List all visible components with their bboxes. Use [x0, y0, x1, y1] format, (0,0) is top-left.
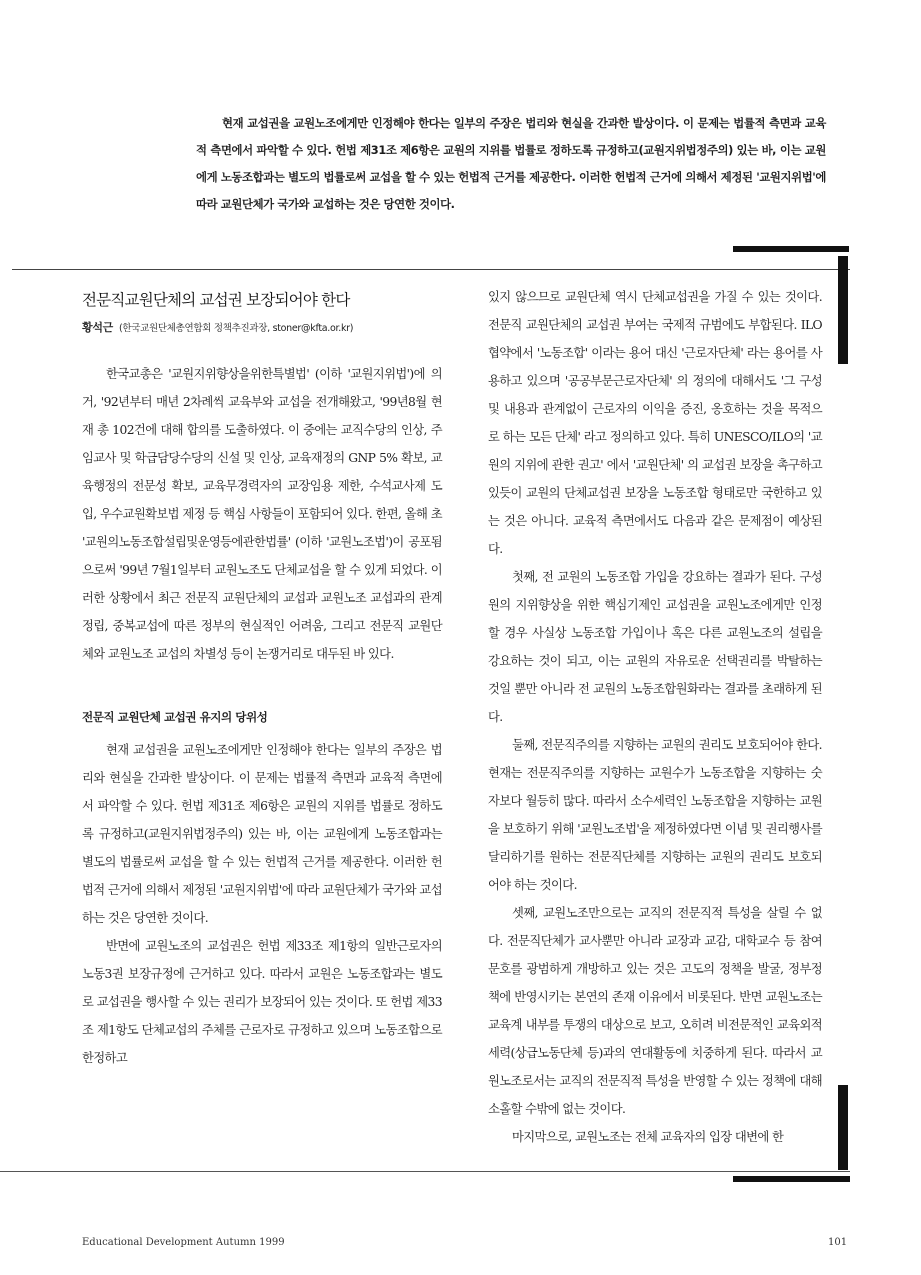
paragraph: 한국교총은 '교원지위향상을위한특별법' (이하 '교원지위법')에 의거, '92년부터 매년 2차례씩 교육부와 교섭을 전개해왔고, '99년8월 현재 총 102건에 대해 합의를 도출하였다. 이 중에는 교직수당의 인상, 주임교사 및 학급담당수당의 신설 및 인상, 교육재정의 GNP 5% 확보, 교육행정의 전문성 확보, 교육무경력자의 교장임용 제한, 수석교사제 도입, 우수교원확보법 제정 등 핵심 사항들이 포함되어 있다. 한편, 올해 초 '교원의노동조합설립및운영등에관한법률' (이하 '교원노조법')이 공포됨으로써 '99년 7월1일부터 교원노조도 단체교섭을 할 수 있게 되었다. 이러한 상황에서 최근 전문직 교원단체의 교섭과 교원노조 교섭과의 관계정립, 중복교섭에 따른 정부의 현실적인 어려움, 그리고 전문직 교원단체와 교원노조 교섭의 차별성 등이 논쟁거리로 대두된 바 있다. — [82, 367, 442, 661]
article-title: 전문직교원단체의 교섭권 보장되어야 한다 — [82, 291, 350, 309]
byline — [82, 319, 462, 335]
page-number: 101 — [828, 1237, 848, 1248]
publication-footer: Educational Development Autumn 1999 — [82, 1237, 285, 1248]
bottom-right-bar — [838, 1085, 848, 1170]
author-name: 황석근 — [82, 321, 113, 334]
top-right-bar — [838, 256, 848, 364]
paragraph: 현재 교섭권을 교원노조에게만 인정해야 한다는 일부의 주장은 법리와 현실을 간과한 발상이다. 이 문제는 법률적 측면과 교육적 측면에서 파악할 수 있다. 헌법 제31조 제6항은 교원의 지위를 법률로 정하도록 규정하고(교원지위법정주의) 있는 바, 이는 교원에게 노동조합과는 별도의 법률로써 교섭을 할 수 있는 헌법적 근거를 제공한다. 이러한 헌법적 근거에 의해서 제정된 '교원지위법'에 따라 교원단체가 국가와 교섭하는 것은 당연한 것이다. — [82, 743, 442, 925]
top-thick-rule — [733, 246, 849, 252]
top-rule — [12, 269, 850, 270]
bottom-rule — [0, 1171, 850, 1172]
paragraph: 있지 않으므로 교원단체 역시 단체교섭권을 가질 수 있는 것이다. 전문직 교원단체의 교섭권 부여는 국제적 규범에도 부합된다. ILO협약에서 '노동조합' 이라는 용어 대신 '근로자단체' 라는 용어를 사용하고 있으며 '공공부문근로자단체' 의 정의에 대해서도 '그 구성 및 내용과 관계없이 근로자의 이익을 증진, 옹호하는 것을 목적으로 하는 모든 단체' 라고 정의하고 있다. 특히 UNESCO/ILO의 '교원의 지위에 관한 권고' 에서 '교원단체' 의 교섭권 보장을 촉구하고 있듯이 교원의 단체교섭권 보장을 노동조합 형태로만 국한하고 있는 것은 아니다. 교육적 측면에서도 다음과 같은 문제점이 예상된다. — [488, 290, 822, 556]
right-column — [488, 283, 822, 1151]
pull-quote-text: 현재 교섭권을 교원노조에게만 인정해야 한다는 일부의 주장은 법리와 현실을 간과한 발상이다. 이 문제는 법률적 측면과 교육적 측면에서 파악할 수 있다. 헌법 제31조 제6항은 교원의 지위를 법률로 정하도록 규정하고(교원지위법정주의) 있는 바, 이는 교원에게 노동조합과는 별도의 법률로써 교섭을 할 수 있는 헌법적 근거를 제공한다. 이러한 헌법적 근거에 의해서 제정된 '교원지위법'에 따라 교원단체가 국가와 교섭하는 것은 당연한 것이다. — [196, 116, 826, 211]
bottom-thick-rule — [733, 1176, 850, 1182]
paragraph: 마지막으로, 교원노조는 전체 교육자의 입장 대변에 한 — [512, 1130, 784, 1144]
pull-quote — [196, 110, 826, 218]
paragraph: 둘째, 전문직주의를 지향하는 교원의 권리도 보호되어야 한다. 현재는 전문직주의를 지향하는 교원수가 노동조합을 지향하는 숫자보다 월등히 많다. 따라서 소수세력인 노동조합을 지향하는 교원을 보호하기 위해 '교원노조법'을 제정하였다면 이념 및 권리행사를 달리하기를 원하는 전문직단체를 지향하는 교원의 권리도 보호되어야 하는 것이다. — [488, 738, 822, 892]
paragraph: 첫째, 전 교원의 노동조합 가입을 강요하는 결과가 된다. 구성원의 지위향상을 위한 핵심기제인 교섭권을 교원노조에게만 인정할 경우 사실상 노동조합 가입이나 혹은 다른 교원노조의 설립을 강요하는 것이 되고, 이는 교원의 자유로운 선택권리를 박탈하는 것일 뿐만 아니라 전 교원의 노동조합원화라는 결과를 초래하게 된다. — [488, 570, 822, 724]
paragraph: 셋째, 교원노조만으로는 교직의 전문직적 특성을 살릴 수 없다. 전문직단체가 교사뿐만 아니라 교장과 교감, 대학교수 등 참여문호를 광범하게 개방하고 있는 것은 고도의 정책을 발굴, 정부정책에 반영시키는 본연의 존재 이유에서 비롯된다. 반면 교원노조는 교육계 내부를 투쟁의 대상으로 보고, 오히려 비전문적인 교육외적 세력(상급노동단체 등)과의 연대활동에 치중하게 된다. 따라서 교원노조로서는 교직의 전문직적 특성을 반영할 수 있는 정책에 대해 소홀할 수밖에 없는 것이다. — [488, 906, 822, 1116]
section-heading: 전문직 교원단체 교섭권 유지의 당위성 — [82, 710, 268, 724]
paragraph: 반면에 교원노조의 교섭권은 헌법 제33조 제1항의 일반근로자의 노동3권 보장규정에 근거하고 있다. 따라서 교원은 노동조합과는 별도로 교섭권을 행사할 수 있는 권리가 보장되어 있는 것이다. 또 헌법 제33조 제1항도 단체교섭의 주체를 근로자로 규정하고 있으며 노동조합으로 한정하고 — [82, 939, 442, 1065]
left-column — [82, 360, 442, 1072]
author-affiliation: (한국교원단체총연합회 정책추진과장, stoner@kfta.or.kr) — [118, 323, 354, 334]
column-divider — [455, 290, 456, 670]
